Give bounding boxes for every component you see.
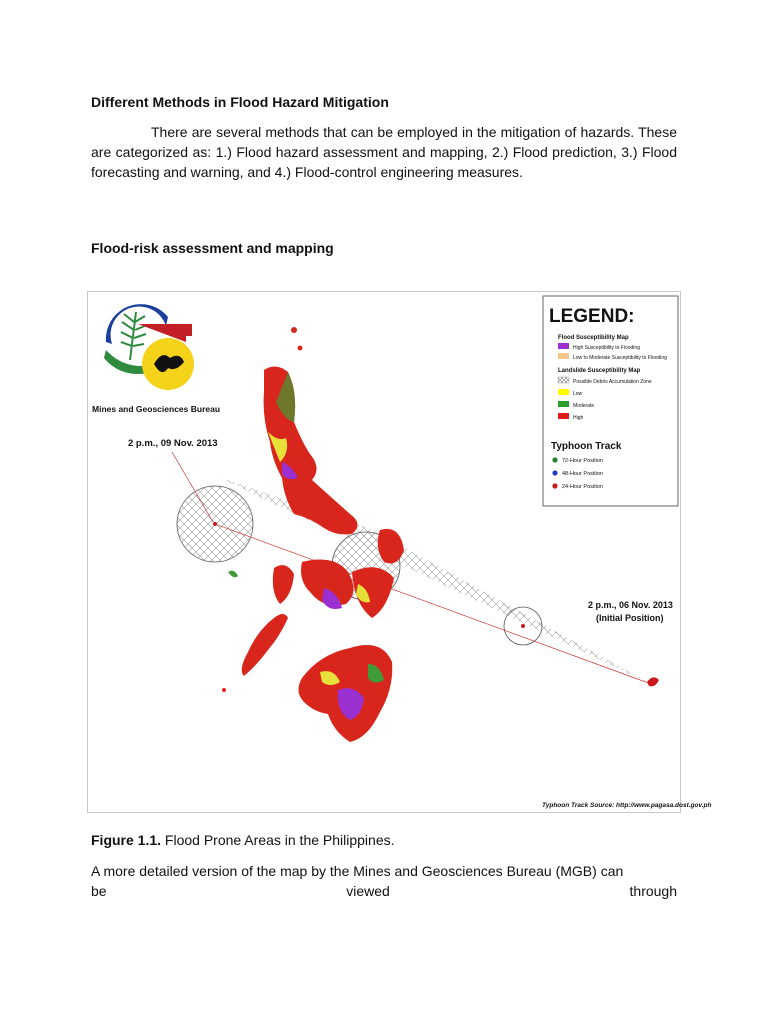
- legend-flood-title: Flood Susceptibility Map: [558, 335, 629, 341]
- logo-leaf-icon: [121, 312, 147, 360]
- detail-paragraph-line2: [91, 881, 677, 901]
- batanes-islet: [291, 327, 297, 333]
- detail-word-through: through: [629, 883, 677, 899]
- legend-label-low: Low: [573, 391, 583, 397]
- legend-swatch-moderate: [558, 401, 569, 407]
- typhoon-current-position: [649, 680, 655, 686]
- agency-name: Mines and Geosciences Bureau: [92, 404, 221, 414]
- caption-label: Figure 1.1.: [91, 832, 162, 848]
- legend-dot-48h: [552, 470, 557, 475]
- legend-dot-24h: [552, 483, 557, 488]
- legend-label-high: High: [573, 415, 584, 421]
- legend-label-high-flood: High Susceptibility to Flooding: [573, 345, 640, 351]
- annotation-initial-position: (Initial Position): [596, 613, 664, 623]
- legend-label-moderate: Moderate: [573, 403, 595, 409]
- mgb-logo: [92, 304, 220, 414]
- legend-swatch-debris: [558, 377, 569, 383]
- mindoro-island: [273, 565, 294, 604]
- babuyan-islet: [298, 346, 303, 351]
- track-line: [215, 524, 651, 684]
- sulu-islet: [222, 688, 226, 692]
- intro-paragraph: [91, 122, 677, 182]
- legend-label-72h: 72-Hour Position: [562, 458, 603, 464]
- legend-landslide-title: Landslide Susceptibility Map: [558, 368, 641, 374]
- palawan-island: [242, 614, 288, 676]
- detail-paragraph-line1: A more detailed version of the map by the Mines and Geosciences Bureau (MGB) can: [91, 863, 624, 879]
- flood-map-figure: [87, 291, 712, 813]
- legend-typhoon-title: Typhoon Track: [551, 441, 622, 452]
- map-legend: [543, 296, 678, 506]
- subsection-heading: Flood-risk assessment and mapping: [91, 240, 334, 256]
- detail-word-be: be: [91, 883, 107, 899]
- legend-label-debris: Possible Debris Accumulation Zone: [573, 379, 652, 385]
- detail-word-viewed: viewed: [346, 883, 390, 899]
- legend-label-low-flood: Low to Moderate Susceptibility to Flooding: [573, 355, 667, 361]
- legend-dot-72h: [552, 457, 557, 462]
- source-note: Typhoon Track Source: http://www.pagasa.dost.gov.ph: [542, 802, 712, 809]
- legend-swatch-high: [558, 413, 569, 419]
- legend-swatch-low-flood: [558, 353, 569, 359]
- legend-swatch-low: [558, 389, 569, 395]
- flood-map-svg: [88, 292, 712, 814]
- figure-caption: [91, 832, 395, 848]
- track-point-24h: [521, 624, 525, 628]
- legend-label-48h: 48-Hour Position: [562, 471, 603, 477]
- intro-paragraph-text: There are several methods that can be employed in the mitigation of hazards. These are categorized as: 1.) Flood hazard assessment and mapping, 2.) Flood prediction, 3.) Flood forecasting and warning, and 4.) Flood-control engineering measures.: [91, 124, 677, 180]
- legend-swatch-high-flood: [558, 343, 569, 349]
- annotation-nov9: 2 p.m., 09 Nov. 2013: [128, 438, 218, 449]
- legend-label-24h: 24-Hour Position: [562, 484, 603, 490]
- annotation-nov6: 2 p.m., 06 Nov. 2013: [588, 600, 673, 610]
- section-heading: Different Methods in Flood Hazard Mitigation: [91, 94, 389, 110]
- detail-paragraph: [91, 861, 677, 901]
- legend-title: LEGEND:: [549, 306, 635, 327]
- islet-west: [228, 571, 238, 578]
- caption-text: Flood Prone Areas in the Philippines.: [164, 832, 395, 848]
- track-point-72h: [213, 522, 217, 526]
